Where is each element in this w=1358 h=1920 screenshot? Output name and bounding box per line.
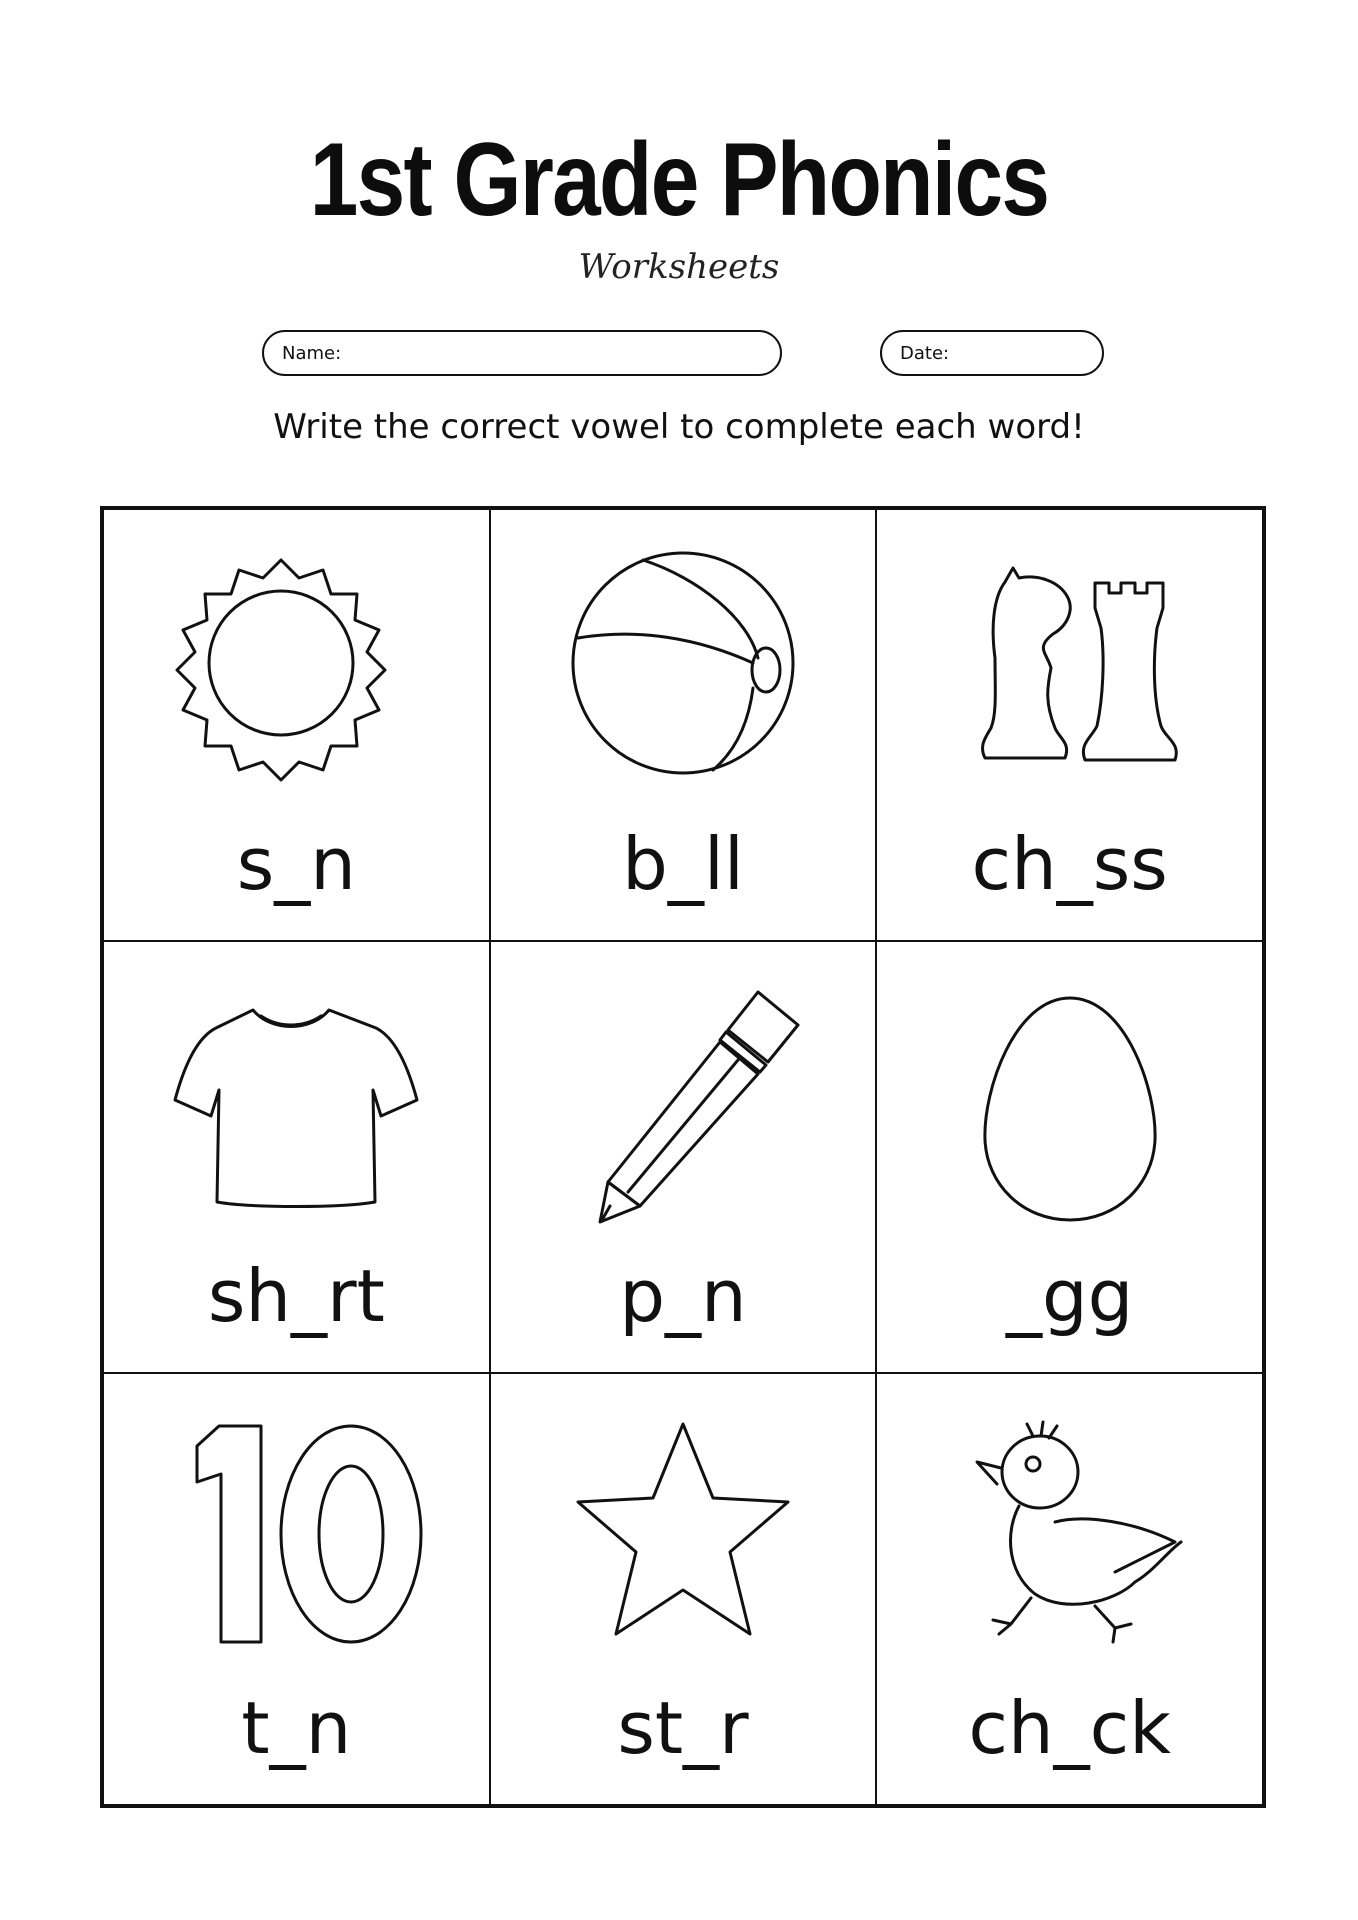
word-puzzle: ch_ss: [971, 822, 1168, 906]
grid-cell-pen: [490, 941, 877, 1373]
date-label: Date:: [900, 342, 950, 364]
word-puzzle: t_n: [241, 1686, 352, 1770]
phonics-grid: [100, 506, 1266, 1808]
chess-pieces-icon: [935, 538, 1205, 798]
name-field[interactable]: [262, 330, 782, 376]
grid-cell-ten: [103, 1373, 490, 1805]
grid-cell-chess: [876, 509, 1263, 941]
chick-icon: [935, 1402, 1205, 1662]
name-label: Name:: [282, 342, 342, 364]
egg-icon: [935, 970, 1205, 1230]
word-puzzle: _gg: [1005, 1254, 1134, 1338]
date-field[interactable]: [880, 330, 1104, 376]
ball-icon: [548, 538, 818, 798]
word-puzzle: s_n: [236, 822, 356, 906]
word-puzzle: b_ll: [622, 822, 744, 906]
shirt-icon: [161, 970, 431, 1230]
word-puzzle: st_r: [617, 1686, 749, 1770]
word-puzzle: p_n: [619, 1254, 747, 1338]
page-title: 1st Grade Phonics: [309, 122, 1049, 238]
grid-cell-chick: [876, 1373, 1263, 1805]
pen-icon: [548, 970, 818, 1230]
number-ten-icon: [161, 1402, 431, 1662]
grid-cell-egg: [876, 941, 1263, 1373]
grid-cell-star: [490, 1373, 877, 1805]
sun-icon: [161, 538, 431, 798]
word-puzzle: ch_ck: [968, 1686, 1171, 1770]
instructions: Write the correct vowel to complete each word!: [273, 407, 1085, 447]
word-puzzle: sh_rt: [207, 1254, 385, 1338]
grid-cell-ball: [490, 509, 877, 941]
star-icon: [548, 1402, 818, 1662]
grid-cell-shirt: [103, 941, 490, 1373]
grid-cell-sun: [103, 509, 490, 941]
page-subtitle: Worksheets: [578, 247, 780, 287]
